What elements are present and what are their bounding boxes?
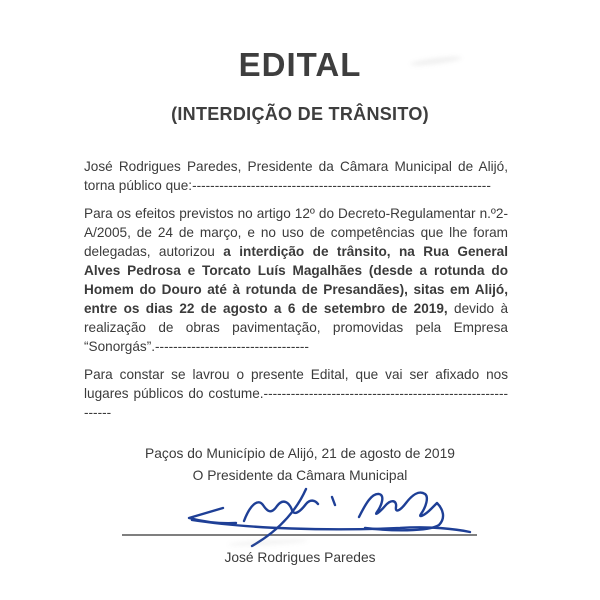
place-and-date: Paços do Município de Alijó, 21 de agosto de 2019 <box>145 446 455 461</box>
handwritten-signature-icon <box>120 485 480 549</box>
signature-block <box>120 485 480 549</box>
document-title: EDITAL <box>238 46 362 83</box>
signer-title: O Presidente da Câmara Municipal <box>192 468 408 483</box>
paragraph-main: Para os efeitos previstos no artigo 12º do Decreto-Regulamentar n.º2-A/2005, de 24 de março, e no uso de competências que lhe foram delegadas, autorizou a interdição de trânsito, na Rua General Alves Pedrosa e Torcato Luís Magalhães (desde a rotunda do Homem do Douro até à rotunda de Presandães), sitas em Alijó, entre os dias 22 de agosto a 6 de setembro de 2019, devido à realização de obras pavimentação, promovidas pela Empresa “Sonorgás”.---------------------------------- <box>84 206 509 354</box>
signer-name: José Rodrigues Paredes <box>224 550 376 565</box>
document-body <box>84 157 508 422</box>
signature-ink <box>189 489 470 546</box>
paragraph-closing: Para constar se lavrou o presente Edital, que vai ser afixado nos lugares públicos do costume.------------------------------------------------------------ <box>84 367 508 420</box>
document-subtitle: (INTERDIÇÃO DE TRÂNSITO) <box>171 104 429 124</box>
paragraph-intro: José Rodrigues Paredes, Presidente da Câmara Municipal de Alijó, torna público que:------------------------------------------------------------------ <box>84 159 508 193</box>
